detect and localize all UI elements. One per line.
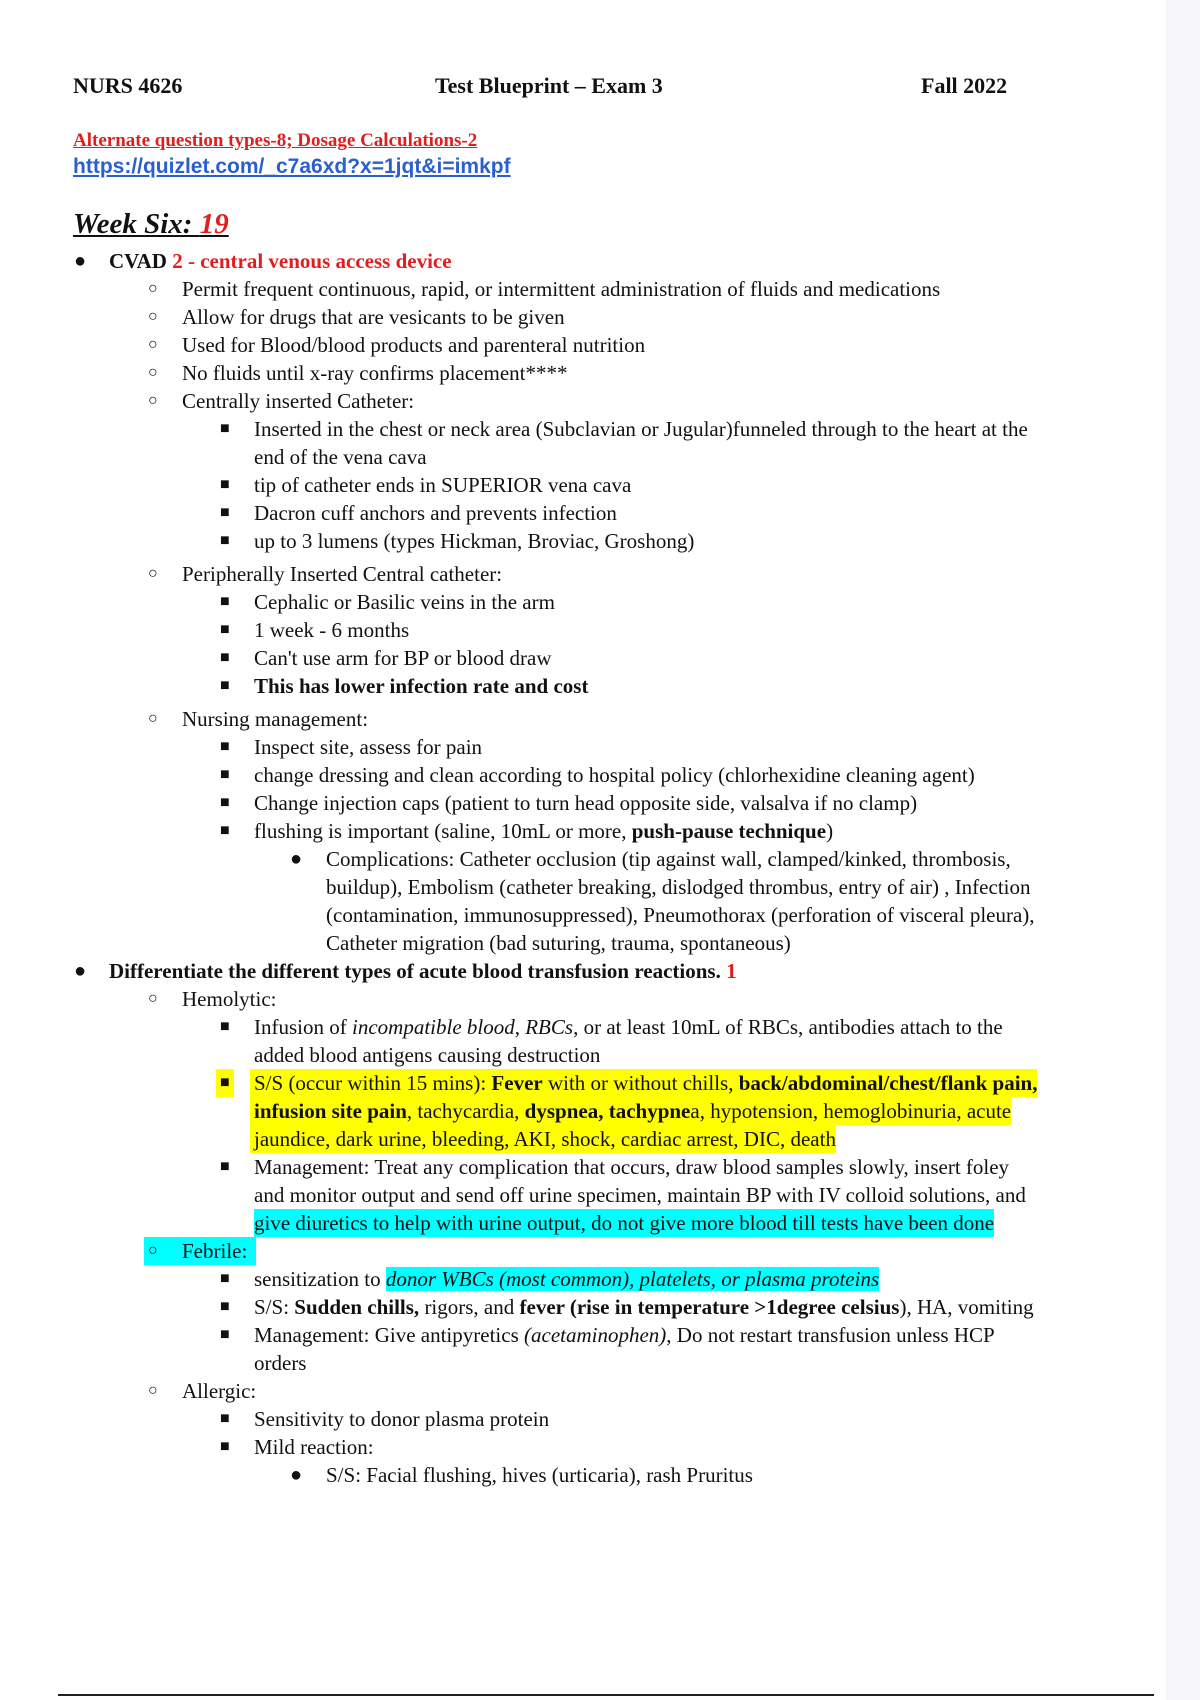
square-bullet-icon: ■ [220, 532, 230, 549]
bullet-icon: ● [74, 250, 87, 272]
list-item: Can't use arm for BP or blood draw [254, 646, 552, 670]
list-item: No fluids until x-ray confirms placement**** [182, 361, 568, 385]
text-run: S/S: [254, 1295, 295, 1319]
list-item: Used for Blood/blood products and parenteral nutrition [182, 333, 646, 357]
cvad-name: CVAD [109, 249, 167, 273]
week-count: 19 [199, 208, 229, 240]
square-bullet-icon: ■ [220, 1018, 230, 1035]
document-title: Test Blueprint – Exam 3 [435, 73, 663, 98]
text-run: a, hypotension, hemoglobinuria, acute [690, 1099, 1012, 1123]
transfusion-heading [109, 957, 737, 985]
circle-bullet-icon: ○ [148, 1382, 158, 1399]
alternate-question-types: Alternate question types-8; Dosage Calculations-2 [73, 130, 478, 151]
circle-bullet-icon: ○ [148, 1242, 158, 1259]
hemolytic-signs-line-3: jaundice, dark urine, bleeding, AKI, shock, cardiac arrest, DIC, death [250, 1125, 836, 1153]
circle-bullet-icon: ○ [148, 392, 158, 409]
text-run: Infusion of [254, 1015, 352, 1039]
text-run-italic: (acetaminophen) [524, 1323, 667, 1347]
transfusion-heading-text: Differentiate the different types of acute blood transfusion reactions. [109, 959, 721, 983]
bullet-icon: ● [290, 848, 303, 870]
square-bullet-icon: ■ [220, 822, 230, 839]
text-run-bold: back/abdominal/chest/flank pain, [738, 1071, 1038, 1095]
circle-bullet-icon: ○ [148, 990, 158, 1007]
complications-line: buildup), Embolism (catheter breaking, dislodged thrombus, entry of air) , Infection [326, 875, 1031, 899]
text-run: rigors, and [419, 1295, 520, 1319]
text-run-highlight: donor WBCs (most common), platelets, or plasma proteins [385, 1267, 880, 1291]
complications-line: Complications: Catheter occlusion (tip against wall, clamped/kinked, thrombosis, [326, 847, 1011, 871]
square-bullet-icon: ■ [220, 766, 230, 783]
text-run-italic: incompatible blood, RBCs [352, 1015, 574, 1039]
text-run: ), HA, vomiting [899, 1295, 1034, 1319]
list-item: Permit frequent continuous, rapid, or intermittent administration of fluids and medications [182, 277, 941, 301]
list-item: Sensitivity to donor plasma protein [254, 1407, 550, 1431]
text-run-bold: Sudden chills, [294, 1295, 420, 1319]
transfusion-count: 1 [726, 959, 737, 983]
text-run: , or at least 10mL of RBCs, antibodies attach to the [573, 1015, 1003, 1039]
week-heading [73, 208, 229, 241]
cvad-description: 2 - central venous access device [172, 249, 452, 273]
list-item: This has lower infection rate and cost [254, 674, 589, 698]
list-item: Inspect site, assess for pain [254, 735, 483, 759]
cvad-heading [109, 247, 452, 275]
circle-bullet-icon: ○ [148, 710, 158, 727]
hemolytic-infusion-continued: added blood antigens causing destruction [254, 1043, 601, 1067]
list-item: Inserted in the chest or neck area (Subclavian or Jugular)funneled through to the heart at the [254, 417, 1028, 441]
square-bullet-icon: ■ [216, 1069, 234, 1097]
febrile-management [254, 1321, 995, 1349]
circle-bullet-icon: ○ [148, 565, 158, 582]
square-bullet-icon: ■ [220, 649, 230, 666]
text-run: sensitization to [254, 1267, 386, 1291]
text-run: , Do not restart transfusion unless HCP [666, 1323, 995, 1347]
quizlet-link[interactable]: https://quizlet.com/_c7a6xd?x=1jqt&i=imkpf [73, 155, 511, 178]
hemolytic-signs-line-2 [250, 1097, 1011, 1125]
bullet-icon: ● [74, 960, 87, 982]
square-bullet-icon: ■ [220, 1438, 230, 1455]
hemolytic-infusion [254, 1013, 1003, 1041]
hemolytic-signs-line-1 [250, 1069, 1037, 1097]
allergic-label: Allergic: [182, 1379, 257, 1403]
febrile-label: Febrile: [182, 1239, 248, 1263]
text-run: flushing is important (saline, 10mL or more, [254, 819, 632, 843]
course-code: NURS 4626 [73, 73, 183, 98]
bullet-icon: ● [290, 1464, 303, 1486]
list-item: Cephalic or Basilic veins in the arm [254, 590, 555, 614]
text-run: , tachycardia, [406, 1099, 525, 1123]
complications-line: Catheter migration (bad suturing, trauma, spontaneous) [326, 931, 791, 955]
square-bullet-icon: ■ [220, 504, 230, 521]
term-label: Fall 2022 [921, 73, 1008, 98]
list-item: change dressing and clean according to hospital policy (chlorhexidine cleaning agent) [254, 763, 975, 787]
square-bullet-icon: ■ [220, 794, 230, 811]
hemolytic-management-highlight: give diuretics to help with urine output, do not give more blood till tests have been done [254, 1211, 995, 1235]
central-catheter-label: Centrally inserted Catheter: [182, 389, 415, 413]
square-bullet-icon: ■ [220, 420, 230, 437]
page-edge-shade [1166, 0, 1200, 1700]
nursing-management-label: Nursing management: [182, 707, 369, 731]
febrile-signs [254, 1293, 1034, 1321]
square-bullet-icon: ■ [220, 621, 230, 638]
text-run-bold: Fever [491, 1071, 543, 1095]
list-item: tip of catheter ends in SUPERIOR vena cava [254, 473, 632, 497]
square-bullet-icon: ■ [220, 1270, 230, 1287]
square-bullet-icon: ■ [220, 476, 230, 493]
text-run-bold: dyspnea, tachypne [524, 1099, 691, 1123]
hemolytic-management: Management: Treat any complication that occurs, draw blood samples slowly, insert foley [254, 1155, 1010, 1179]
febrile-management-continued: orders [254, 1351, 307, 1375]
page-header [73, 73, 1073, 103]
list-item: Mild reaction: [254, 1435, 374, 1459]
square-bullet-icon: ■ [220, 593, 230, 610]
list-item: Dacron cuff anchors and prevents infection [254, 501, 617, 525]
square-bullet-icon: ■ [220, 1158, 230, 1175]
square-bullet-icon: ■ [220, 677, 230, 694]
list-item: 1 week - 6 months [254, 618, 410, 642]
text-run-bold: infusion site pain [254, 1099, 407, 1123]
circle-bullet-icon: ○ [148, 336, 158, 353]
text-run-bold: fever (rise in temperature >1degree celsius [519, 1295, 900, 1319]
text-run: S/S (occur within 15 mins): [254, 1071, 492, 1095]
circle-bullet-icon: ○ [148, 280, 158, 297]
list-item: up to 3 lumens (types Hickman, Broviac, Groshong) [254, 529, 695, 553]
list-item: Allow for drugs that are vesicants to be given [182, 305, 565, 329]
text-run-bold: push-pause technique [631, 819, 827, 843]
text-run: with or without chills, [542, 1071, 739, 1095]
allergic-signs: S/S: Facial flushing, hives (urticaria), rash Pruritus [326, 1463, 753, 1487]
text-run: Management: Give antipyretics [254, 1323, 524, 1347]
page-bottom-divider [58, 1694, 1154, 1696]
circle-bullet-icon: ○ [148, 308, 158, 325]
febrile-sensitization [254, 1265, 879, 1293]
circle-bullet-icon: ○ [148, 364, 158, 381]
hemolytic-label: Hemolytic: [182, 987, 277, 1011]
text-run: ) [826, 819, 834, 843]
picc-label: Peripherally Inserted Central catheter: [182, 562, 503, 586]
list-item-continued: end of the vena cava [254, 445, 427, 469]
square-bullet-icon: ■ [220, 738, 230, 755]
square-bullet-icon: ■ [220, 1410, 230, 1427]
week-label: Week Six: [73, 208, 193, 240]
complications-line: (contamination, immunosuppressed), Pneumothorax (perforation of visceral pleura), [326, 903, 1035, 927]
hemolytic-management-continued: and monitor output and send off urine specimen, maintain BP with IV colloid solutions, and [254, 1183, 1026, 1207]
list-item: Change injection caps (patient to turn head opposite side, valsalva if no clamp) [254, 791, 918, 815]
flushing-item [254, 817, 833, 845]
square-bullet-icon: ■ [220, 1326, 230, 1343]
square-bullet-icon: ■ [220, 1298, 230, 1315]
